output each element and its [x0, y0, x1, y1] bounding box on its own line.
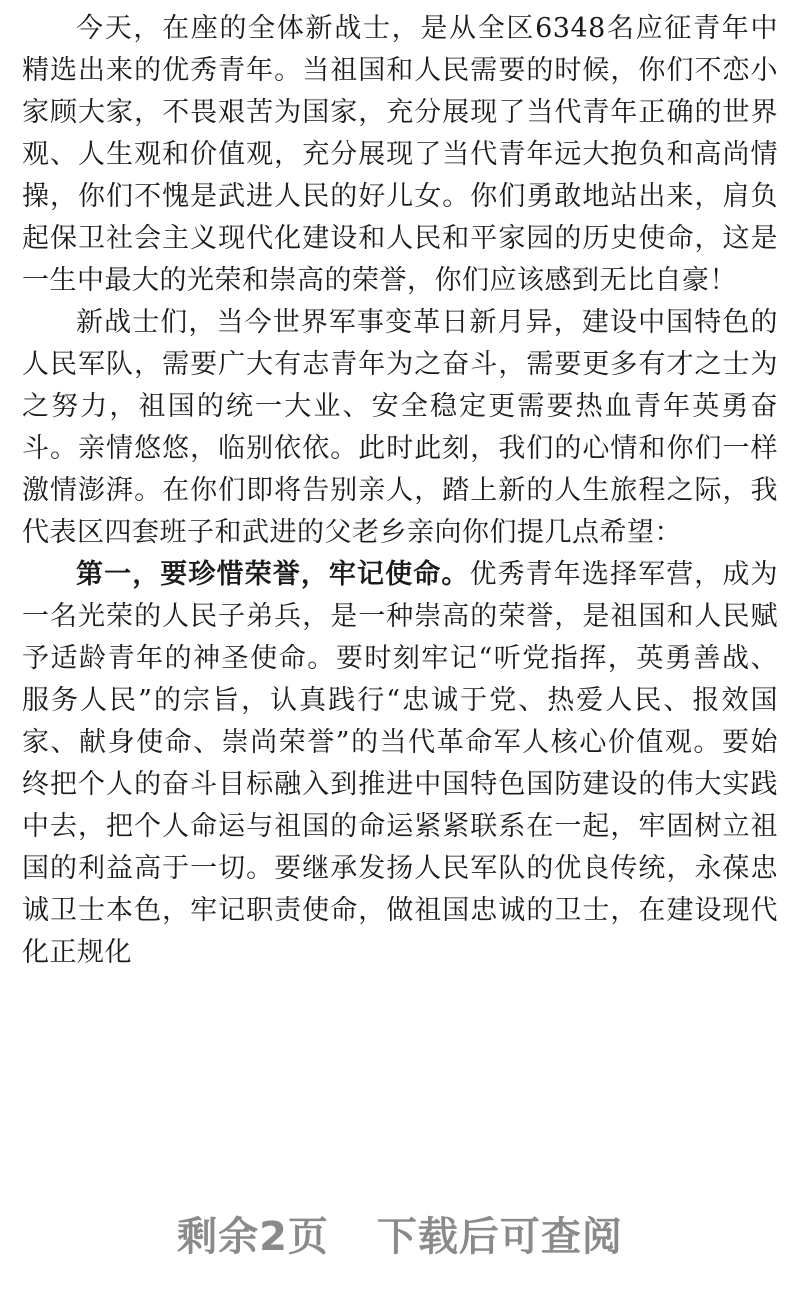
download-prompt[interactable]	[0, 1205, 800, 1262]
paragraph-3-text: 优秀青年选择军营，成为一名光荣的人民子弟兵，是一种崇高的荣誉，是祖国和人民赋予适龄青年的神圣使命。要时刻牢记“听党指挥，英勇善战、服务人民”的宗旨，认真践行“忠诚于党、热爱人民、报效国家、献身使命、崇尚荣誉”的当代革命军人核心价值观。要始终把个人的奋斗目标融入到推进中国特色国防建设的伟大实践中去，把个人命运与祖国的命运紧紧联系在一起，牢固树立祖国的利益高于一切。要继承发扬人民军队的优良传统，永葆忠诚卫士本色，牢记职责使命，做祖国忠诚的卫士，在建设现代化正规化	[22, 559, 779, 968]
remaining-pages-label: 剩余2页	[177, 1214, 329, 1260]
paragraph-3	[22, 554, 778, 974]
paragraph-3-heading: 第一，要珍惜荣誉，牢记使命。	[76, 559, 470, 590]
download-to-view-label: 下载后可查阅	[376, 1214, 623, 1260]
paragraph-2: 新战士们，当今世界军事变革日新月异，建设中国特色的人民军队，需要广大有志青年为之奋斗，需要更多有才之士为之努力，祖国的统一大业、安全稳定更需要热血青年英勇奋斗。亲情悠悠，临别依依。此时此刻，我们的心情和你们一样激情澎湃。在你们即将告别亲人，踏上新的人生旅程之际，我代表区四套班子和武进的父老乡亲向你们提几点希望：	[22, 307, 778, 548]
paragraph-1: 今天，在座的全体新战士，是从全区6348名应征青年中精选出来的优秀青年。当祖国和人民需要的时候，你们不恋小家顾大家，不畏艰苦为国家，充分展现了当代青年正确的世界观、人生观和价值观，充分展现了当代青年远大抱负和高尚情操，你们不愧是武进人民的好儿女。你们勇敢地站出来，肩负起保卫社会主义现代化建设和人民和平家园的历史使命，这是一生中最大的光荣和崇高的荣誉，你们应该感到无比自豪！	[22, 13, 778, 296]
document-body	[22, 8, 778, 974]
